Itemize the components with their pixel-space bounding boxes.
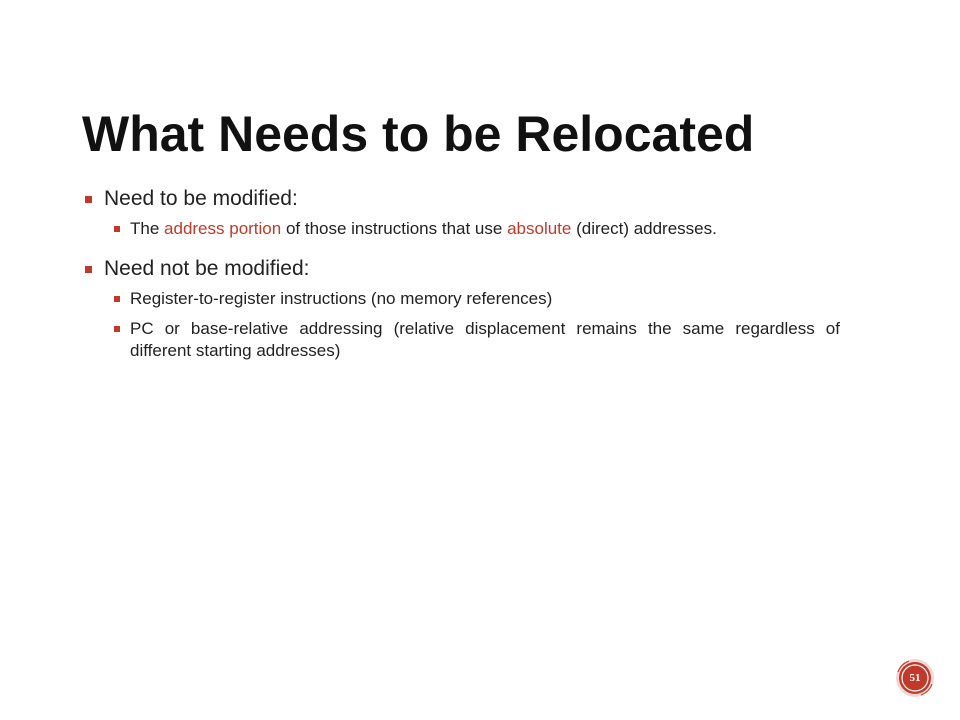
page-number: 51 bbox=[909, 672, 921, 684]
sub-bullet-pc-relative bbox=[104, 318, 840, 362]
sub-bullet-text: PC or base-relative addressing (relative displacement remains the same regardless of different starting addresses) bbox=[130, 319, 840, 360]
highlight-absolute: absolute bbox=[507, 219, 572, 238]
page-number-badge bbox=[895, 658, 935, 698]
square-bullet-icon bbox=[85, 266, 92, 273]
text-segment: (direct) addresses. bbox=[571, 219, 717, 238]
square-bullet-icon bbox=[114, 296, 120, 302]
sub-bullet-register-to-register bbox=[104, 288, 840, 310]
slide-title: What Needs to be Relocated bbox=[82, 106, 755, 162]
square-bullet-icon bbox=[114, 326, 120, 332]
sub-bullet-address-portion bbox=[104, 218, 840, 240]
text-segment: of those instructions that use bbox=[281, 219, 508, 238]
bullet-heading: Need not be modified: bbox=[104, 257, 310, 280]
highlight-address-portion: address portion bbox=[164, 219, 282, 238]
sub-bullet-text: Register-to-register instructions (no memory references) bbox=[130, 289, 553, 308]
bullet-need-modified bbox=[82, 186, 842, 212]
square-bullet-icon bbox=[114, 226, 120, 232]
text-segment: The bbox=[130, 219, 165, 238]
bullet-heading: Need to be modified: bbox=[104, 187, 298, 210]
square-bullet-icon bbox=[85, 196, 92, 203]
bullet-need-not-modified bbox=[82, 256, 842, 282]
slide-content bbox=[82, 186, 842, 370]
